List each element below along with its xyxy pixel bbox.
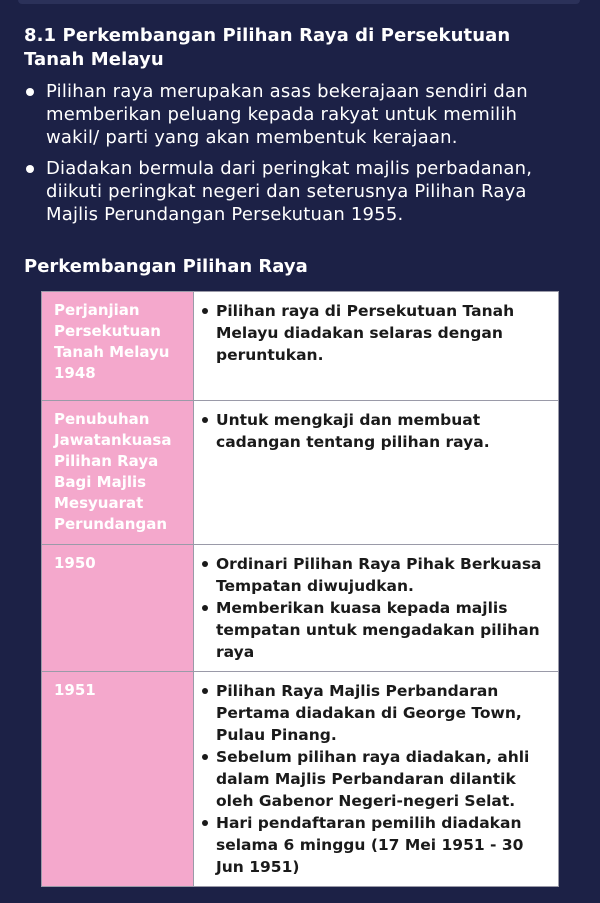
bullet-dot-icon <box>202 561 208 567</box>
row-label: 1950 <box>42 545 194 672</box>
section-title: 8.1 Perkembangan Pilihan Raya di Persekutuan Tanah Melayu <box>24 25 511 70</box>
bullet-dot-icon <box>202 417 208 423</box>
bullet-dot-icon <box>202 688 208 694</box>
point-list <box>200 300 550 366</box>
point-text: Pilihan Raya Majlis Perbandaran Pertama diadakan di George Town, Pulau Pinang. <box>216 682 522 744</box>
bullet-dot-icon <box>202 754 208 760</box>
point-item <box>200 597 550 663</box>
point-text: Hari pendaftaran pemilih diadakan selama 6 minggu (17 Mei 1951 - 30 Jun 1951) <box>216 814 524 876</box>
bullet-dot-icon <box>26 165 34 173</box>
point-item <box>200 680 550 746</box>
bullet-dot-icon <box>202 308 208 314</box>
point-item <box>200 746 550 812</box>
point-item <box>200 300 550 366</box>
intro-bullet <box>24 80 576 149</box>
point-list <box>200 680 550 878</box>
point-text: Pilihan raya di Persekutuan Tanah Melayu diadakan selaras dengan peruntukan. <box>216 302 515 364</box>
point-list <box>200 553 550 663</box>
row-description <box>194 292 559 401</box>
point-item <box>200 409 550 453</box>
row-label: Perjanjian Persekutuan Tanah Melayu 1948 <box>42 292 194 401</box>
point-item <box>200 553 550 597</box>
table-row <box>42 292 559 401</box>
intro-bullet <box>24 157 576 226</box>
row-description <box>194 545 559 672</box>
row-label: Penubuhan Jawatankuasa Pilihan Raya Bagi Majlis Mesyuarat Perundangan <box>42 401 194 545</box>
point-item <box>200 812 550 878</box>
point-text: Untuk mengkaji dan membuat cadangan tentang pilihan raya. <box>216 411 490 451</box>
intro-bullet-list <box>24 80 576 226</box>
row-label: 1951 <box>42 672 194 887</box>
bullet-dot-icon <box>202 820 208 826</box>
table-row <box>42 545 559 672</box>
point-text: Sebelum pilihan raya diadakan, ahli dalam Majlis Perbandaran dilantik oleh Gabenor Negeri-negeri Selat. <box>216 748 530 810</box>
table-row <box>42 401 559 545</box>
row-description <box>194 672 559 887</box>
table-heading: Perkembangan Pilihan Raya <box>24 256 308 277</box>
point-text: Memberikan kuasa kepada majlis tempatan untuk mengadakan pilihan raya <box>216 599 540 661</box>
bullet-dot-icon <box>26 88 34 96</box>
table-row <box>42 672 559 887</box>
intro-bullet-text: Pilihan raya merupakan asas bekerajaan sendiri dan memberikan peluang kepada rakyat untuk memilih wakil/ parti yang akan membentuk kerajaan. <box>46 81 528 148</box>
top-bar <box>18 0 580 4</box>
intro-bullet-text: Diadakan bermula dari peringkat majlis perbadanan, diikuti peringkat negeri dan seterusnya Pilihan Raya Majlis Perundangan Persekutuan 1955. <box>46 158 533 225</box>
election-development-table <box>41 291 559 887</box>
point-list <box>200 409 550 453</box>
point-text: Ordinari Pilihan Raya Pihak Berkuasa Tempatan diwujudkan. <box>216 555 542 595</box>
content-area <box>24 24 576 887</box>
row-description <box>194 401 559 545</box>
bullet-dot-icon <box>202 605 208 611</box>
